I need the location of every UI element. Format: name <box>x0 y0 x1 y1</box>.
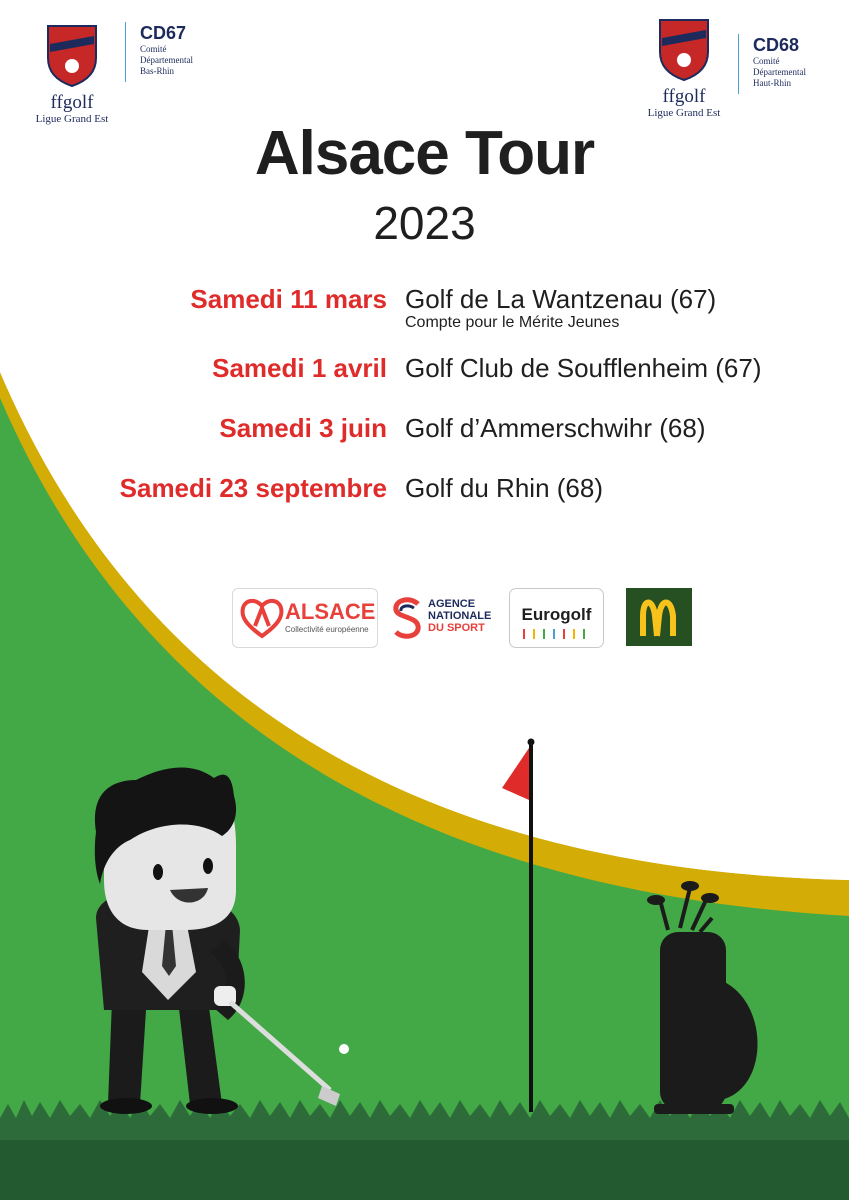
shield-icon <box>30 22 114 88</box>
shield-icon <box>642 16 726 82</box>
event-venue: Golf de La Wantzenau (67) <box>405 284 717 314</box>
event-venue: Golf du Rhin (68) <box>405 473 603 503</box>
eurogolf-name: Eurogolf <box>521 605 592 624</box>
cd67-line1: Comité <box>140 44 167 54</box>
ffgolf-logo-left <box>30 22 114 126</box>
cd67-code: CD67 <box>140 23 187 43</box>
ans-s-icon <box>390 596 424 640</box>
golf-ball <box>339 1044 349 1054</box>
sponsor-ans-logo <box>388 588 500 646</box>
event-note: Compte pour le Mérite Jeunes <box>405 314 620 331</box>
league-name-right: Ligue Grand Est <box>647 107 721 119</box>
cd68-line1: Comité <box>753 56 780 66</box>
event-date: Samedi 23 septembre <box>119 473 387 503</box>
ffgolf-brand-right: ffgolf <box>662 86 706 107</box>
ans-line3: DU SPORT <box>428 622 485 634</box>
alsace-name: ALSACE <box>285 599 376 624</box>
sponsor-alsace-logo <box>232 588 378 648</box>
ffgolf-logo-right <box>642 16 726 120</box>
event-venue: Golf d’Ammerschwihr (68) <box>405 413 706 443</box>
cd68-line3: Haut-Rhin <box>753 78 791 88</box>
cd68-line2: Départemental <box>753 67 806 77</box>
ans-line2: NATIONALE <box>428 610 492 622</box>
league-name-left: Ligue Grand Est <box>35 113 109 125</box>
sponsor-eurogolf-logo <box>509 588 604 648</box>
poster-title: Alsace Tour <box>254 119 595 188</box>
poster-year: 2023 <box>373 197 476 249</box>
event-date: Samedi 3 juin <box>219 413 387 443</box>
sponsor-mcdonalds-logo <box>626 588 692 646</box>
alsace-heart-icon <box>239 596 285 640</box>
event-date: Samedi 1 avril <box>212 353 387 383</box>
cd68-block <box>738 34 806 94</box>
event-date: Samedi 11 mars <box>190 284 387 314</box>
event-venue: Golf Club de Soufflenheim (67) <box>405 353 762 383</box>
cd68-code: CD68 <box>753 35 800 55</box>
alsace-tagline: Collectivité européenne <box>285 625 369 634</box>
cd67-line3: Bas-Rhin <box>140 66 175 76</box>
cd67-line2: Départemental <box>140 55 193 65</box>
eurogolf-tees-icon <box>510 627 603 641</box>
ffgolf-brand-left: ffgolf <box>50 92 94 113</box>
ans-line1: AGENCE <box>428 598 476 610</box>
golden-arches-icon <box>626 588 692 646</box>
grass-base <box>0 1140 849 1200</box>
cd67-block <box>125 22 193 82</box>
